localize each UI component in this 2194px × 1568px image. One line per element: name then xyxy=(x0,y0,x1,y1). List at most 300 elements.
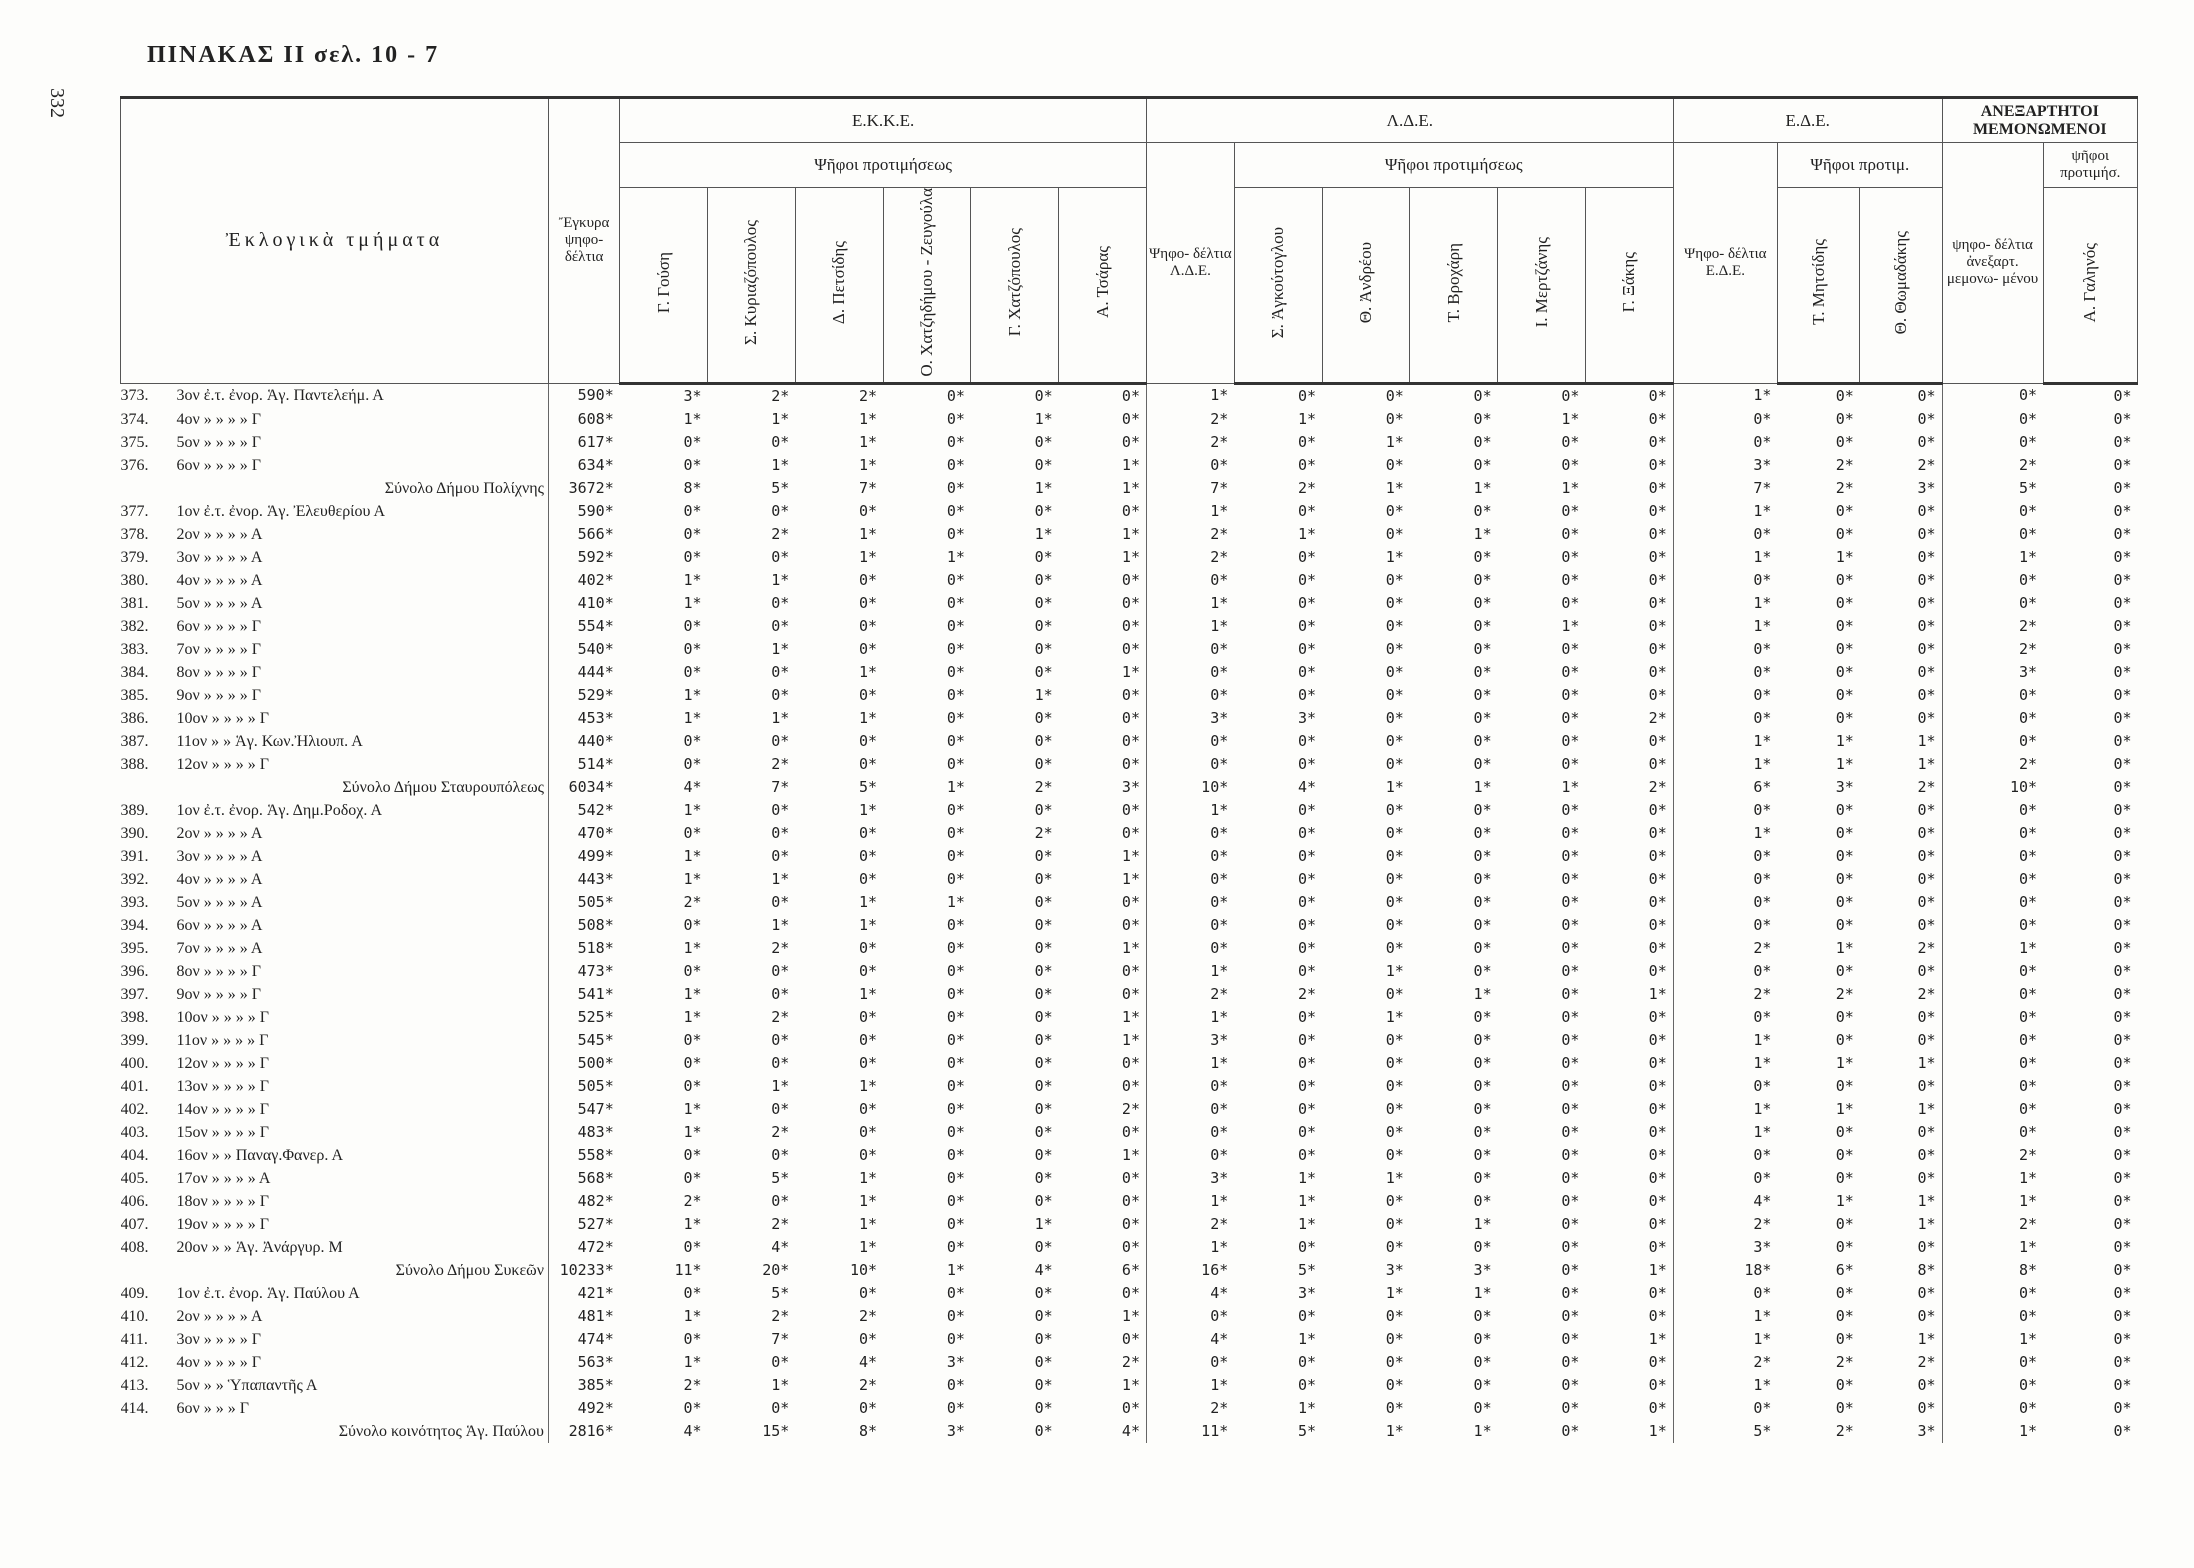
total-row xyxy=(121,1259,2138,1282)
table-row xyxy=(121,383,2138,408)
section-name: Σύνολο Δήμου Πολίχνης xyxy=(384,479,544,497)
vote-cell: 474* xyxy=(548,1328,619,1351)
vote-cell: 2* xyxy=(859,1375,878,1394)
vote-cell: 0* xyxy=(1121,501,1140,520)
vote-cell: 0* xyxy=(859,1283,878,1302)
vote-cell: 0* xyxy=(1146,753,1234,776)
vote-cell: 0* xyxy=(946,823,965,842)
vote-cell: 0* xyxy=(1561,1352,1580,1371)
row-label xyxy=(121,707,549,730)
vote-cell: 0* xyxy=(683,961,702,980)
table-row xyxy=(121,914,2138,937)
row-label xyxy=(121,1305,549,1328)
vote-cell: 0* xyxy=(946,1076,965,1095)
vote-cell: 0* xyxy=(1648,846,1667,865)
table-row xyxy=(121,592,2138,615)
vote-cell: 2* xyxy=(1673,1213,1777,1236)
row-number: 394. xyxy=(120,916,149,934)
vote-cell: 0* xyxy=(1473,1030,1492,1049)
vote-cell: 0* xyxy=(1121,754,1140,773)
section-name: 6ον » » » » Α xyxy=(176,916,263,934)
vote-cell: 1* xyxy=(1121,938,1140,957)
vote-cell: 2* xyxy=(859,1306,878,1325)
vote-cell: 0* xyxy=(1121,570,1140,589)
results-table xyxy=(120,96,2138,1443)
vote-cell: 0* xyxy=(859,1007,878,1026)
vote-cell: 0* xyxy=(1561,731,1580,750)
vote-cell: 0* xyxy=(859,639,878,658)
vote-cell: 0* xyxy=(1648,1306,1667,1325)
vote-cell: 0* xyxy=(1835,1076,1854,1095)
table-row xyxy=(121,891,2138,914)
vote-cell: 0* xyxy=(1917,823,1936,842)
vote-cell: 0* xyxy=(1385,1191,1404,1210)
vote-cell: 1* xyxy=(1673,1121,1777,1144)
vote-cell: 6034* xyxy=(548,776,619,799)
section-name: 17ον » » » » Α xyxy=(176,1169,271,1187)
vote-cell: 0* xyxy=(2113,1283,2132,1302)
vote-cell: 0* xyxy=(1561,593,1580,612)
vote-cell: 5* xyxy=(771,1283,790,1302)
vote-cell: 514* xyxy=(548,753,619,776)
vote-cell: 1* xyxy=(1673,730,1777,753)
vote-cell: 2* xyxy=(1146,1213,1234,1236)
vote-cell: 0* xyxy=(1297,846,1317,865)
row-label xyxy=(121,546,549,569)
vote-cell: 0* xyxy=(1673,569,1777,592)
vote-cell: 1* xyxy=(683,846,702,865)
vote-cell: 0* xyxy=(1835,1007,1854,1026)
vote-cell: 1* xyxy=(1917,1191,1936,1210)
row-label xyxy=(121,1098,549,1121)
vote-cell: 2* xyxy=(1146,431,1234,454)
row-number: 374. xyxy=(120,410,149,428)
vote-cell: 0* xyxy=(946,478,965,497)
vote-cell: 0* xyxy=(1942,868,2043,891)
row-label xyxy=(121,1282,549,1305)
vote-cell: 0* xyxy=(1297,1053,1317,1072)
table-row xyxy=(121,983,2138,1006)
vote-cell: 0* xyxy=(946,754,965,773)
vote-cell: 0* xyxy=(1034,455,1053,474)
vote-cell: 1* xyxy=(1648,1329,1667,1348)
vote-cell: 0* xyxy=(1942,1006,2043,1029)
vote-cell: 558* xyxy=(548,1144,619,1167)
section-name: 6ον » » » Γ xyxy=(176,1399,249,1417)
vote-cell: 4* xyxy=(1121,1421,1140,1440)
vote-cell: 0* xyxy=(1917,570,1936,589)
vote-cell: 0* xyxy=(946,731,965,750)
section-name: 6ον » » » » Γ xyxy=(176,456,261,474)
vote-cell: 1* xyxy=(859,984,878,1003)
vote-cell: 1* xyxy=(1942,937,2043,960)
row-label xyxy=(121,431,549,454)
vote-cell: 0* xyxy=(1385,754,1404,773)
vote-cell: 0* xyxy=(1121,1214,1140,1233)
vote-cell: 0* xyxy=(1034,1099,1053,1118)
vote-cell: 566* xyxy=(548,523,619,546)
vote-cell: 0* xyxy=(1034,1053,1053,1072)
row-label xyxy=(121,523,549,546)
vote-cell: 0* xyxy=(1917,409,1936,428)
vote-cell: 1* xyxy=(771,1375,790,1394)
vote-cell: 0* xyxy=(1673,891,1777,914)
vote-cell: 0* xyxy=(683,639,702,658)
vote-cell: 3* xyxy=(683,386,702,405)
vote-cell: 1* xyxy=(859,1168,878,1187)
vote-cell: 1* xyxy=(771,455,790,474)
vote-cell: 0* xyxy=(1673,845,1777,868)
vote-cell: 0* xyxy=(1835,1306,1854,1325)
vote-cell: 0* xyxy=(1942,684,2043,707)
vote-cell: 0* xyxy=(2113,1168,2132,1187)
vote-cell: 0* xyxy=(1648,593,1667,612)
vote-cell: 0* xyxy=(1917,1122,1936,1141)
vote-cell: 0* xyxy=(859,846,878,865)
vote-cell: 1* xyxy=(1942,546,2043,569)
vote-cell: 0* xyxy=(1942,845,2043,868)
vote-cell: 0* xyxy=(1146,1144,1234,1167)
vote-cell: 0* xyxy=(1297,1076,1317,1095)
vote-cell: 0* xyxy=(1673,707,1777,730)
vote-cell: 1* xyxy=(1121,1030,1140,1049)
vote-cell: 0* xyxy=(1648,386,1667,405)
section-name: 3ον » » » » Α xyxy=(176,847,263,865)
section-name: 9ον » » » » Γ xyxy=(176,985,261,1003)
vote-cell: 0* xyxy=(1942,592,2043,615)
vote-cell: 1* xyxy=(1146,799,1234,822)
vote-cell: 0* xyxy=(1835,616,1854,635)
vote-cell: 4* xyxy=(1146,1328,1234,1351)
vote-cell: 0* xyxy=(1473,1145,1492,1164)
vote-cell: 2* xyxy=(1942,454,2043,477)
vote-cell: 0* xyxy=(1942,1374,2043,1397)
vote-cell: 0* xyxy=(1942,1029,2043,1052)
vote-cell: 0* xyxy=(1146,822,1234,845)
vote-cell: 0* xyxy=(946,524,965,543)
candidate-header xyxy=(1777,188,1859,384)
vote-cell: 1* xyxy=(1917,1053,1936,1072)
vote-cell: 1* xyxy=(1673,383,1777,408)
section-name: Σύνολο Δήμου Συκεῶν xyxy=(395,1261,544,1279)
vote-cell: 2* xyxy=(1673,937,1777,960)
vote-cell: 0* xyxy=(1297,1375,1317,1394)
vote-cell: 1* xyxy=(1121,1007,1140,1026)
row-label xyxy=(121,569,549,592)
vote-cell: 0* xyxy=(1034,1007,1053,1026)
vote-cell: 0* xyxy=(1146,1098,1234,1121)
vote-cell: 10* xyxy=(1942,776,2043,799)
vote-cell: 608* xyxy=(548,408,619,431)
vote-cell: 0* xyxy=(1648,501,1667,520)
table-row xyxy=(121,1213,2138,1236)
candidate-header xyxy=(883,188,971,384)
section-name: 1ον ἐ.τ. ἐνορ. Ἁγ. Δημ.Ροδοχ. Α xyxy=(176,801,383,819)
candidate-header xyxy=(1585,188,1673,384)
vote-cell: 0* xyxy=(1942,569,2043,592)
vote-cell: 0* xyxy=(2113,639,2132,658)
vote-cell: 0* xyxy=(2113,961,2132,980)
vote-cell: 0* xyxy=(1648,961,1667,980)
vote-cell: 0* xyxy=(1942,799,2043,822)
vote-cell: 0* xyxy=(1561,1168,1580,1187)
row-number: 401. xyxy=(120,1077,149,1095)
vote-cell: 0* xyxy=(1917,1306,1936,1325)
vote-cell: 0* xyxy=(1561,455,1580,474)
vote-cell: 0* xyxy=(1917,524,1936,543)
vote-cell: 0* xyxy=(1917,892,1936,911)
vote-cell: 0* xyxy=(1385,938,1404,957)
row-number: 392. xyxy=(120,870,149,888)
row-number: 378. xyxy=(120,525,149,543)
vote-cell: 0* xyxy=(1385,1122,1404,1141)
vote-cell: 0* xyxy=(2113,547,2132,566)
vote-cell: 0* xyxy=(683,432,702,451)
vote-cell: 1* xyxy=(683,1306,702,1325)
vote-cell: 0* xyxy=(1561,984,1580,1003)
row-number: 412. xyxy=(120,1353,149,1371)
vote-cell: 1* xyxy=(946,1260,965,1279)
vote-cell: 0* xyxy=(1561,800,1580,819)
vote-cell: 0* xyxy=(1473,1329,1492,1348)
vote-cell: 0* xyxy=(1385,662,1404,681)
vote-cell: 0* xyxy=(859,938,878,957)
section-name: 14ον » » » » Γ xyxy=(176,1100,269,1118)
vote-cell: 1* xyxy=(1473,1214,1492,1233)
vote-cell: 0* xyxy=(1835,409,1854,428)
vote-cell: 1* xyxy=(1121,478,1140,497)
vote-cell: 1* xyxy=(771,708,790,727)
vote-cell: 0* xyxy=(1297,961,1317,980)
vote-cell: 0* xyxy=(2113,754,2132,773)
row-number: 402. xyxy=(120,1100,149,1118)
vote-cell: 0* xyxy=(1034,547,1053,566)
vote-cell: 0* xyxy=(1835,685,1854,704)
vote-cell: 0* xyxy=(771,1191,790,1210)
row-number: 414. xyxy=(120,1399,149,1417)
vote-cell: 0* xyxy=(1673,914,1777,937)
vote-cell: 0* xyxy=(2113,1145,2132,1164)
vote-cell: 0* xyxy=(1835,1122,1854,1141)
vote-cell: 0* xyxy=(2113,1191,2132,1210)
row-label xyxy=(121,1006,549,1029)
table-row xyxy=(121,1351,2138,1374)
vote-cell: 0* xyxy=(1121,685,1140,704)
row-number: 376. xyxy=(120,456,149,474)
vote-cell: 481* xyxy=(548,1305,619,1328)
vote-cell: 0* xyxy=(683,1168,702,1187)
vote-cell: 0* xyxy=(1473,409,1492,428)
vote-cell: 1* xyxy=(1942,1167,2043,1190)
vote-cell: 0* xyxy=(1297,616,1317,635)
row-number: 386. xyxy=(120,709,149,727)
vote-cell: 0* xyxy=(771,1053,790,1072)
vote-cell: 0* xyxy=(1385,1053,1404,1072)
table-row xyxy=(121,799,2138,822)
vote-cell: 0* xyxy=(771,685,790,704)
vote-cell: 4* xyxy=(1034,1260,1053,1279)
vote-cell: 0* xyxy=(1917,432,1936,451)
vote-cell: 0* xyxy=(1648,800,1667,819)
vote-cell: 2* xyxy=(1917,938,1936,957)
vote-cell: 0* xyxy=(1917,501,1936,520)
vote-cell: 0* xyxy=(946,1237,965,1256)
vote-cell: 0* xyxy=(1121,1398,1140,1417)
vote-cell: 0* xyxy=(1648,524,1667,543)
vote-cell: 0* xyxy=(1473,961,1492,980)
vote-cell: 508* xyxy=(548,914,619,937)
vote-cell: 0* xyxy=(1297,1306,1317,1325)
vote-cell: 0* xyxy=(1942,707,2043,730)
vote-cell: 0* xyxy=(946,961,965,980)
vote-cell: 0* xyxy=(1917,616,1936,635)
vote-cell: 1* xyxy=(1561,409,1580,428)
vote-cell: 0* xyxy=(1561,1421,1580,1440)
vote-cell: 0* xyxy=(1648,1122,1667,1141)
vote-cell: 0* xyxy=(1648,455,1667,474)
vote-cell: 2* xyxy=(1917,1352,1936,1371)
vote-cell: 0* xyxy=(1385,1076,1404,1095)
vote-cell: 1* xyxy=(859,1076,878,1095)
vote-cell: 0* xyxy=(1473,685,1492,704)
row-number: 400. xyxy=(120,1054,149,1072)
vote-cell: 15* xyxy=(762,1421,790,1440)
vote-cell: 3* xyxy=(1942,661,2043,684)
section-name: 3ον ἐ.τ. ἐνορ. Ἁγ. Παντελεήμ. Α xyxy=(176,387,384,405)
vote-cell: 0* xyxy=(1146,1305,1234,1328)
row-number: 408. xyxy=(120,1238,149,1256)
row-label xyxy=(121,1328,549,1351)
vote-cell: 0* xyxy=(1942,1052,2043,1075)
vote-cell: 5* xyxy=(859,777,878,796)
vote-cell: 0* xyxy=(1917,1007,1936,1026)
vote-cell: 1* xyxy=(1673,592,1777,615)
vote-cell: 1* xyxy=(1121,662,1140,681)
vote-cell: 2* xyxy=(1917,455,1936,474)
vote-cell: 0* xyxy=(1121,708,1140,727)
vote-cell: 0* xyxy=(1034,1329,1053,1348)
vote-cell: 0* xyxy=(1121,984,1140,1003)
vote-cell: 0* xyxy=(1942,730,2043,753)
vote-cell: 0* xyxy=(1385,892,1404,911)
vote-cell: 0* xyxy=(1034,1352,1053,1371)
row-label xyxy=(121,868,549,891)
vote-cell: 0* xyxy=(1835,1237,1854,1256)
vote-cell: 0* xyxy=(1673,868,1777,891)
vote-cell: 1* xyxy=(683,984,702,1003)
vote-cell: 0* xyxy=(1648,1099,1667,1118)
vote-cell: 0* xyxy=(1034,754,1053,773)
row-label xyxy=(121,776,549,799)
vote-cell: 0* xyxy=(1473,501,1492,520)
vote-cell: 0* xyxy=(1385,1237,1404,1256)
table-row xyxy=(121,661,2138,684)
table-row xyxy=(121,454,2138,477)
vote-cell: 1* xyxy=(1473,1283,1492,1302)
vote-cell: 3* xyxy=(1835,777,1854,796)
vote-cell: 5* xyxy=(771,1168,790,1187)
row-number: 385. xyxy=(120,686,149,704)
vote-cell: 0* xyxy=(1473,1099,1492,1118)
vote-cell: 0* xyxy=(1673,684,1777,707)
vote-cell: 2* xyxy=(1835,455,1854,474)
vote-cell: 0* xyxy=(1385,731,1404,750)
section-name: 5ον » » Ὑπαπαντῆς Α xyxy=(176,1376,318,1394)
vote-cell: 0* xyxy=(2113,1421,2132,1440)
vote-cell: 0* xyxy=(1673,661,1777,684)
page-number: 332 xyxy=(46,88,68,118)
vote-cell: 0* xyxy=(1942,523,2043,546)
row-number: 387. xyxy=(120,732,149,750)
vote-cell: 3* xyxy=(1673,1236,1777,1259)
vote-cell: 0* xyxy=(683,1145,702,1164)
vote-cell: 0* xyxy=(2113,1076,2132,1095)
vote-cell: 2* xyxy=(1297,478,1317,497)
vote-cell: 11* xyxy=(1146,1420,1234,1443)
vote-cell: 0* xyxy=(1673,408,1777,431)
vote-cell: 0* xyxy=(2113,1237,2132,1256)
vote-cell: 0* xyxy=(1473,892,1492,911)
row-number: 391. xyxy=(120,847,149,865)
vote-cell: 0* xyxy=(1146,454,1234,477)
vote-cell: 0* xyxy=(1297,432,1317,451)
vote-cell: 2* xyxy=(771,1214,790,1233)
vote-cell: 0* xyxy=(1673,431,1777,454)
vote-cell: 1* xyxy=(1942,1190,2043,1213)
vote-cell: 499* xyxy=(548,845,619,868)
vote-cell: 1* xyxy=(1835,1053,1854,1072)
vote-cell: 563* xyxy=(548,1351,619,1374)
vote-cell: 0* xyxy=(1561,1283,1580,1302)
vote-cell: 0* xyxy=(946,386,965,405)
vote-cell: 0* xyxy=(1561,1306,1580,1325)
row-number: 397. xyxy=(120,985,149,1003)
vote-cell: 0* xyxy=(1034,616,1053,635)
vote-cell: 1* xyxy=(859,432,878,451)
table-row xyxy=(121,1328,2138,1351)
ade-header: Λ.Δ.Ε. xyxy=(1146,98,1673,143)
vote-cell: 1* xyxy=(771,915,790,934)
vote-cell: 0* xyxy=(1942,822,2043,845)
candidate-name: Α. Γαληνός xyxy=(2080,242,2100,323)
vote-cell: 0* xyxy=(946,938,965,957)
vote-cell: 0* xyxy=(2113,1214,2132,1233)
vote-cell: 1* xyxy=(1835,731,1854,750)
candidate-name: Θ. Θωμαδάκης xyxy=(1890,230,1910,335)
vote-cell: 0* xyxy=(1561,386,1580,405)
row-number: 409. xyxy=(120,1284,149,1302)
vote-cell: 1* xyxy=(1146,1052,1234,1075)
independents-header: ΑΝΕΞΑΡΤΗΤΟΙ ΜΕΜΟΝΩΜΕΝΟΙ xyxy=(1942,98,2137,143)
vote-cell: 0* xyxy=(1942,500,2043,523)
vote-cell: 0* xyxy=(1121,1283,1140,1302)
vote-cell: 2* xyxy=(771,938,790,957)
vote-cell: 0* xyxy=(946,639,965,658)
vote-cell: 0* xyxy=(683,731,702,750)
vote-cell: 0* xyxy=(1835,1398,1854,1417)
vote-cell: 0* xyxy=(771,616,790,635)
vote-cell: 0* xyxy=(2113,1099,2132,1118)
vote-cell: 0* xyxy=(1121,639,1140,658)
vote-cell: 0* xyxy=(771,662,790,681)
vote-cell: 1* xyxy=(1673,1098,1777,1121)
vote-cell: 0* xyxy=(1385,409,1404,428)
ade-preference-header: Ψῆφοι προτιμήσεως xyxy=(1234,143,1673,188)
vote-cell: 0* xyxy=(946,685,965,704)
vote-cell: 1* xyxy=(1473,524,1492,543)
vote-cell: 0* xyxy=(1297,915,1317,934)
vote-cell: 541* xyxy=(548,983,619,1006)
